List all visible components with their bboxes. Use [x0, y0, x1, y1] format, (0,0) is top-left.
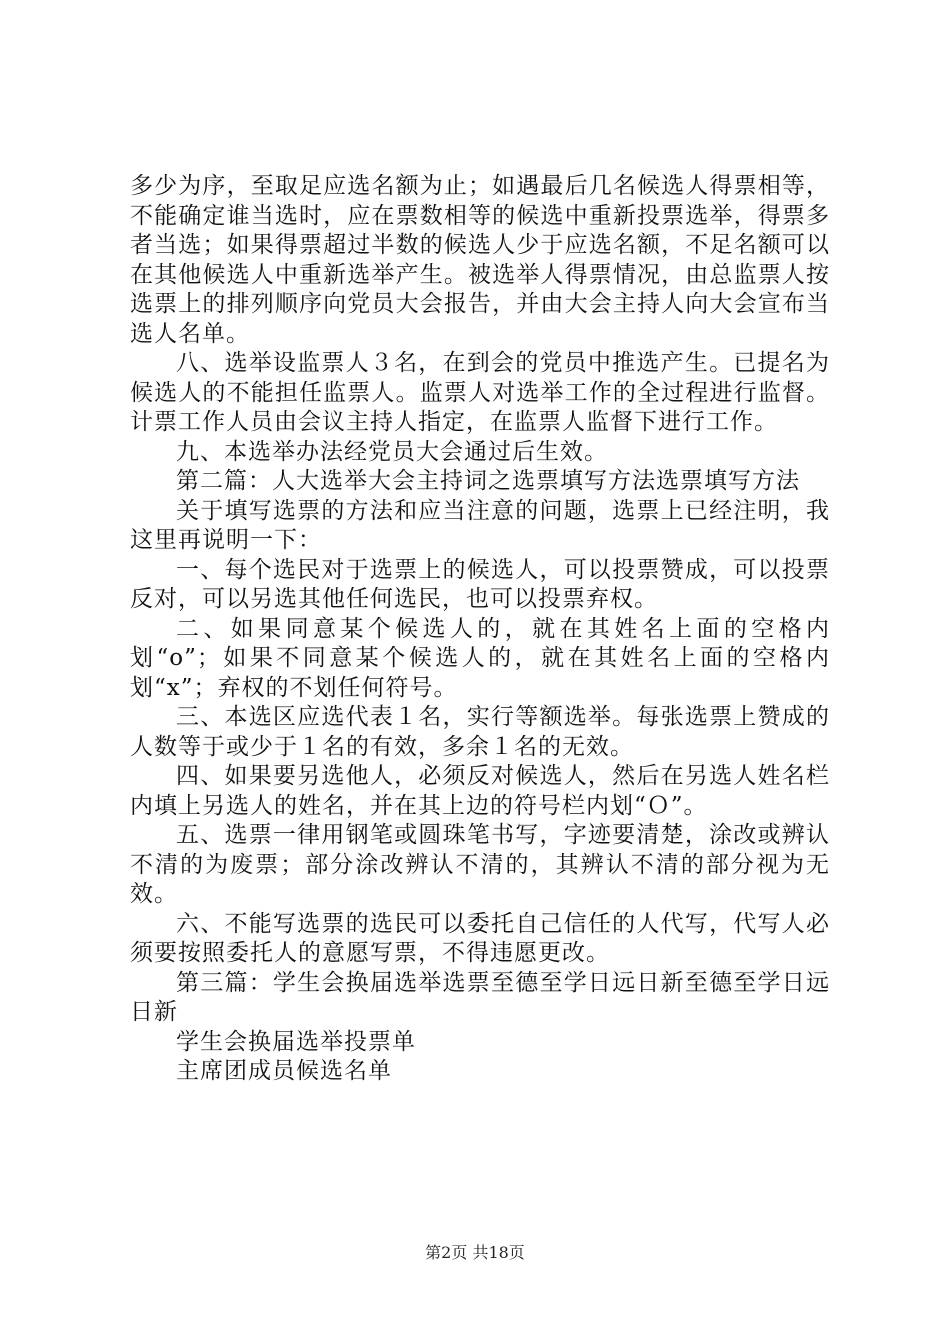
ballot-title: 学生会换届选举投票单	[176, 1028, 416, 1055]
page-footer: 第2页 共18页	[425, 1243, 525, 1262]
section-heading-part-3: 第三篇：学生会换届选举选票至德至学日远日新至德至学日远日新	[130, 969, 830, 1025]
paragraph-rule-2: 二、如果同意某个候选人的，就在其姓名上面的空格内划“o”；如果不同意某个候选人的，就在其姓名上面的空格内划“x”；弃权的不划任何符号。	[130, 615, 830, 701]
paragraph-intro: 关于填写选票的方法和应当注意的问题，选票上已经注明，我这里再说明一下：	[130, 497, 830, 553]
section-heading-part-2: 第二篇：人大选举大会主持词之选票填写方法选票填写方法	[176, 468, 800, 494]
paragraph-rule-6: 六、不能写选票的选民可以委托自己信任的人代写，代写人必须要按照委托人的意愿写票，不得违愿更改。	[130, 910, 830, 966]
paragraph-rule-5: 五、选票一律用钢笔或圆珠笔书写，字迹要清楚，涂改或辨认不清的为废票；部分涂改辨认不清的，其辨认不清的部分视为无效。	[130, 822, 830, 907]
candidate-list-title: 主席团成员候选名单	[176, 1058, 392, 1084]
paragraph-rule-4: 四、如果要另选他人，必须反对候选人，然后在另选人姓名栏内填上另选人的姓名，并在其上边的符号栏内划“Ｏ”。	[130, 763, 830, 819]
document-body	[130, 172, 830, 1087]
paragraph-election-results: 多少为序，至取足应选名额为止；如遇最后几名候选人得票相等，不能确定谁当选时，应在票数相等的候选中重新投票选举，得票多者当选；如果得票超过半数的候选人少于应选名额，不足名额可以在其他候选人中重新选举产生。被选举人得票情况，由总监票人按选票上的排列顺序向党员大会报告，并由大会主持人向大会宣布当选人名单。	[130, 173, 830, 347]
paragraph-item-9: 九、本选举办法经党员大会通过后生效。	[176, 438, 608, 465]
paragraph-rule-1: 一、每个选民对于选票上的候选人，可以投票赞成，可以投票反对，可以另选其他任何选民，也可以投票弃权。	[130, 556, 830, 612]
paragraph-item-8: 八、选举设监票人３名，在到会的党员中推选产生。已提名为候选人的不能担任监票人。监票人对选举工作的全过程进行监督。计票工作人员由会议主持人指定，在监票人监督下进行工作。	[130, 350, 830, 435]
paragraph-rule-3: 三、本选区应选代表１名，实行等额选举。每张选票上赞成的人数等于或少于１名的有效，多余１名的无效。	[130, 704, 830, 760]
